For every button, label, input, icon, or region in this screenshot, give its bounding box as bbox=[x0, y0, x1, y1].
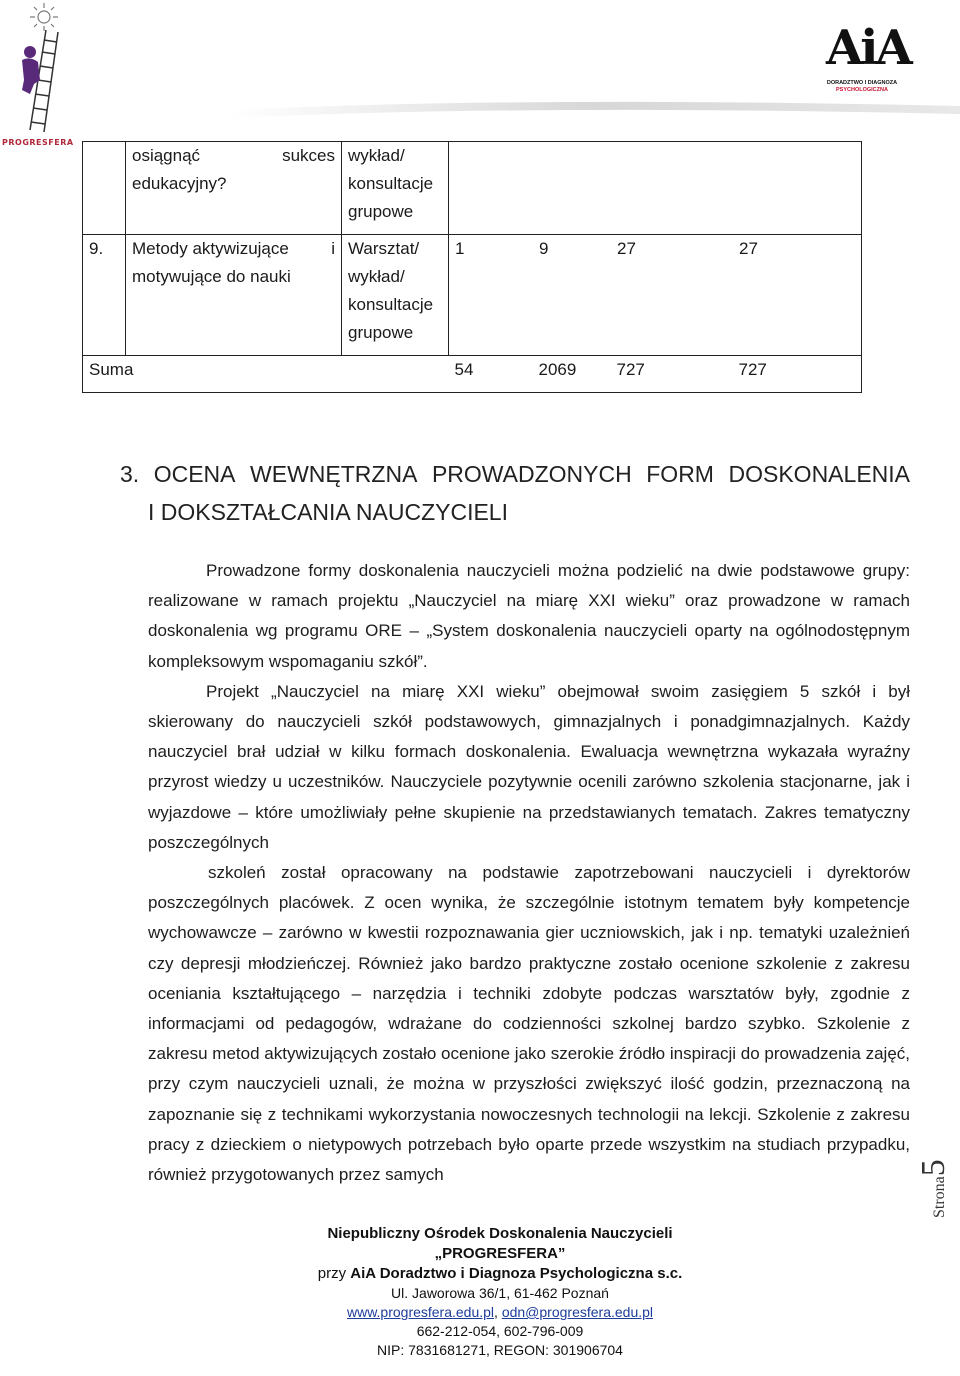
footer-org-brand: „PROGRESFERA” bbox=[434, 1245, 566, 1262]
footer bbox=[0, 1224, 960, 1360]
paragraph: Prowadzone formy doskonalenia nauczycieli można podzielić na dwie podstawowe grupy: realizowane w ramach projektu „Nauczyciel na miarę XXI wieku” oraz prowadzone w ramach doskonalenia wg programu ORE – „System doskonalenia nauczycieli oparty na ogólnodostępnym kompleksowym wspomaganiu szkół”. bbox=[148, 561, 910, 671]
table-cell-sum-values: 54 2069 727 727 bbox=[449, 356, 862, 393]
table-cell-values: 1 9 27 27 bbox=[449, 235, 862, 356]
header-decorative-band bbox=[230, 96, 960, 132]
training-forms-table bbox=[82, 141, 862, 393]
table-row bbox=[83, 235, 862, 356]
table-cell-sum-label: Suma bbox=[83, 356, 449, 393]
footer-phones: 662-212-054, 602-796-009 bbox=[416, 1323, 584, 1339]
body-text bbox=[148, 556, 910, 1190]
website-link[interactable]: www.progresfera.edu.pl bbox=[346, 1304, 495, 1320]
page-number: Strona5 bbox=[915, 1159, 952, 1218]
table-cell-form: wykład/ konsultacje grupowe bbox=[342, 142, 449, 235]
footer-links: www.progresfera.edu.pl, odn@progresfera.edu.pl bbox=[346, 1304, 654, 1320]
table-cell-num: 9. bbox=[83, 235, 126, 356]
table-cell-num bbox=[83, 142, 126, 235]
table-row bbox=[83, 142, 862, 235]
sun-icon bbox=[30, 3, 58, 31]
paragraph: Projekt „Nauczyciel na miarę XXI wieku” obejmował swoim zasięgiem 5 szkół i był skierowany do nauczycieli szkół podstawowych, gimnazjalnych i ponadgimnazjalnych. Każdy nauczyciel brał udział w kilku formach doskonalenia. Ewaluacja wewnętrzna wykazała wyraźny przyrost wiedzy u uczestników. Nauczyciele pozytywnie ocenili zarówno szkolenia stacjonarne, jak i wyjazdowe – które umożliwiały pełne skupienie na przedstawianych tematach. Zakres tematyczny poszczególnych bbox=[148, 681, 910, 852]
footer-org-name: Niepubliczny Ośrodek Doskonalenia Nauczycieli bbox=[327, 1225, 673, 1242]
footer-affiliation: przy AiA Doradztwo i Diagnoza Psychologiczna s.c. bbox=[317, 1265, 683, 1282]
progresfera-logo-text: PROGRESFERA bbox=[2, 138, 74, 147]
table-cell-values bbox=[449, 142, 862, 235]
table-cell-form: Warsztat/ wykład/ konsultacje grupowe bbox=[342, 235, 449, 356]
aia-logo-title: AiA bbox=[826, 20, 910, 76]
paragraph: szkoleń został opracowany na podstawie zapotrzebowani nauczycieli i dyrektorów poszczególnych placówek. Z ocen wynika, że szczególnie istotnym tematem były kompetencje wychowawcze – zarówno w kwestii rozpoznawania gier uczniowskich, jak i np. tematyki uzależnień czy depresji młodzieńczej. Również jako bardzo praktyczne zostało ocenione szkolenie z zakresu oceniania kształtującego – narzędzia i techniki zdobyte podczas warsztatów były, zgodnie z informacjami od pedagogów, wdrażane do codzienności szkolnej bardzo szybko. Szkolenie z zakresu metod aktywizujących zostało ocenione jako szerokie źródło inspiracji do prowadzenia zajęć, przy czym nauczycieli uznali, że można w przyszłości zwiększyć ilość godzin, przeznaczoną na zapoznanie się z technikami wykorzystania nowoczesnych technologii na lekcji. Szkolenie z zakresu pracy z dzieckiem o nietypowych potrzebach było oparte przede wszystkim na studiach przypadku, również przygotowanych przez samych bbox=[148, 863, 910, 1185]
email-link[interactable]: odn@progresfera.edu.pl bbox=[501, 1304, 654, 1320]
footer-ids: NIP: 7831681271, REGON: 301906704 bbox=[377, 1342, 623, 1358]
table-row-sum bbox=[83, 356, 862, 393]
aia-logo-subtitle: DORADZTWO I DIAGNOZA PSYCHOLOGICZNA bbox=[826, 80, 898, 93]
progresfera-logo bbox=[0, 0, 80, 150]
table-cell-name: Metody aktywizujące i motywujące do nauki bbox=[126, 235, 342, 356]
table-cell-name: osiągnąć sukces edukacyjny? bbox=[126, 142, 342, 235]
section-heading: 3. OCENA WEWNĘTRZNA PROWADZONYCH FORM DOSKONALENIA I DOKSZTAŁCANIA NAUCZYCIELI bbox=[120, 461, 910, 525]
footer-address: Ul. Jaworowa 36/1, 61-462 Poznań bbox=[391, 1285, 609, 1301]
